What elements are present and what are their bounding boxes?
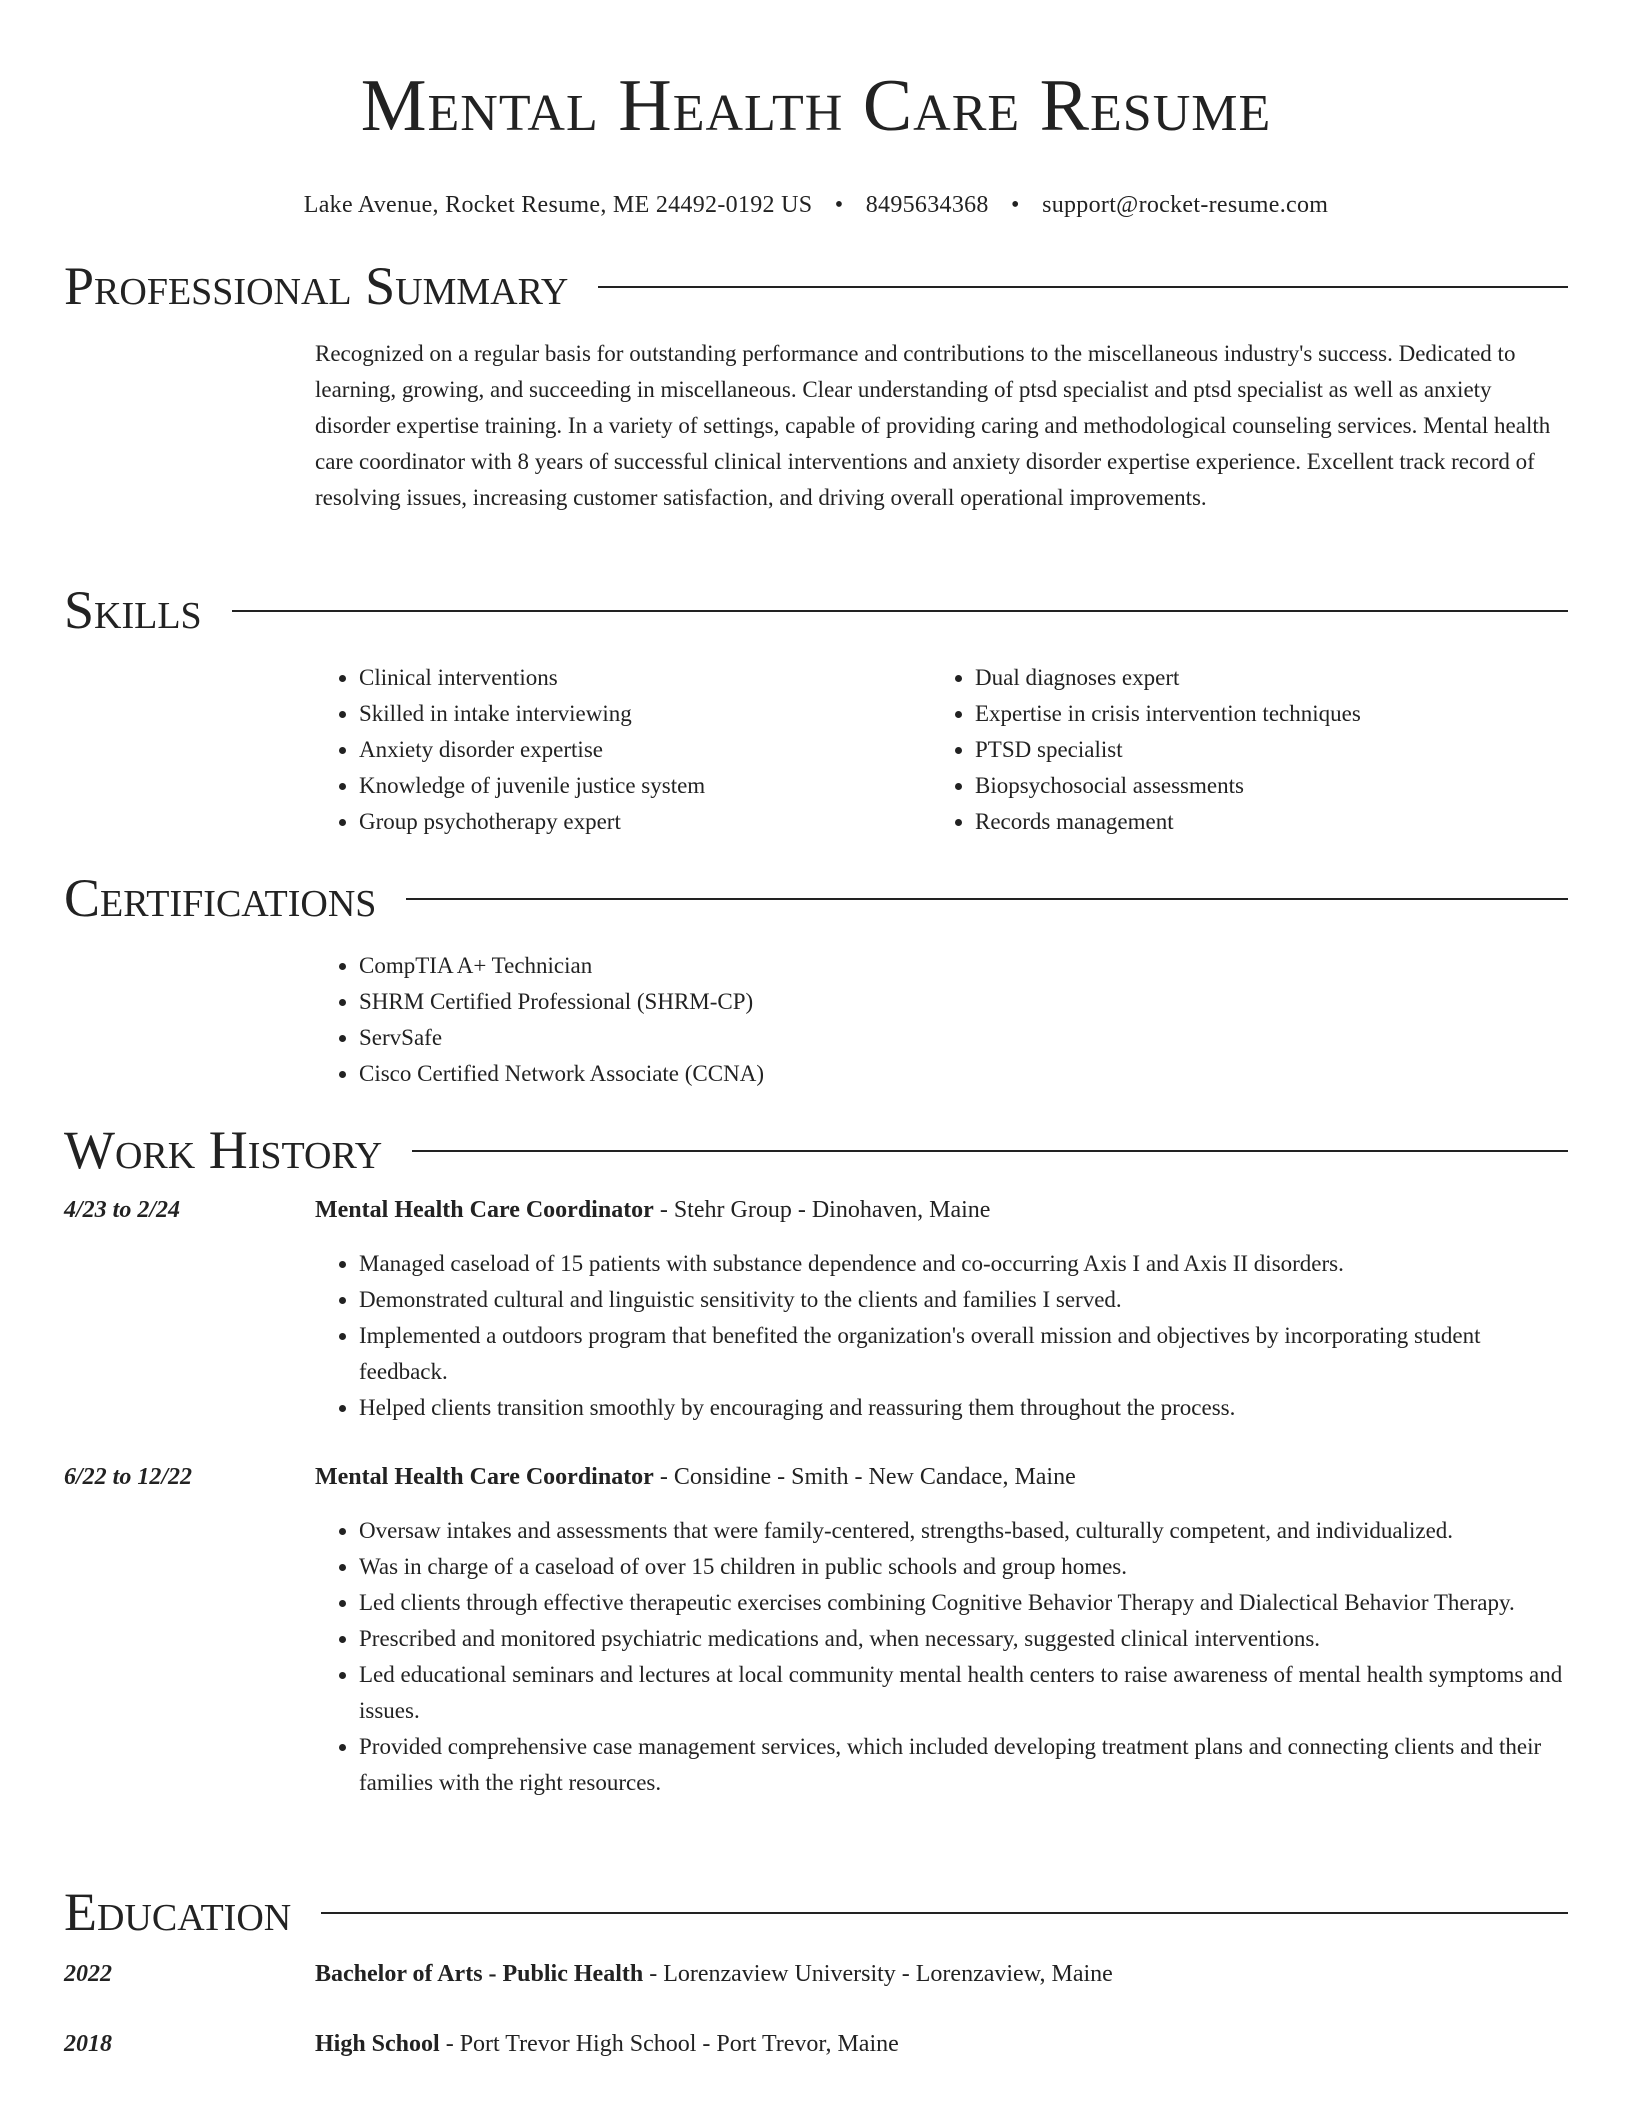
skills-section: [64, 580, 1568, 840]
contact-separator: •: [1011, 192, 1020, 218]
contact-email: support@rocket-resume.com: [1042, 192, 1329, 218]
certifications-list: [315, 948, 1568, 1092]
contact-separator: •: [834, 192, 844, 218]
section-title-work-history: Work History: [64, 1120, 383, 1180]
education-heading-text: [315, 2026, 899, 2062]
job-bullet-list: [315, 1513, 1568, 1801]
job-bullet: • Provided comprehensive case management services, which included developing treatment plans and connecting clients and their families with the right resources.: [359, 1729, 1568, 1801]
job-title: Mental Health Care Coordinator: [315, 1464, 654, 1490]
education-entry: [64, 2026, 1568, 2062]
education-degree: High School: [315, 2031, 440, 2057]
summary-section: [64, 256, 1568, 516]
contact-phone: 8495634368: [865, 192, 989, 218]
skills-column-left: [315, 660, 931, 840]
skill-item: • Records management: [975, 804, 1547, 840]
skill-item: • Clinical interventions: [359, 660, 931, 696]
job-title: Mental Health Care Coordinator: [315, 1197, 654, 1223]
skills-column-right: [931, 660, 1547, 840]
education-school: - Port Trevor High School - Port Trevor, Maine: [439, 2031, 899, 2057]
job-bullet: • Helped clients transition smoothly by encouraging and reassuring them throughout the process.: [359, 1390, 1568, 1426]
education-section: [64, 1882, 1568, 2062]
skills-header: [64, 580, 1568, 640]
job-bullet: • Led clients through effective therapeutic exercises combining Cognitive Behavior Therapy and Dialectical Behavior Therapy.: [359, 1585, 1568, 1621]
skill-item: • Biopsychosocial assessments: [975, 768, 1547, 804]
skills-list-right: [931, 660, 1547, 840]
job-bullets: [315, 1513, 1568, 1801]
job-bullet: • Managed caseload of 15 patients with substance dependence and co-occurring Axis I and Axis II disorders.: [359, 1246, 1568, 1282]
job-employer: - Stehr Group - Dinohaven, Maine: [653, 1197, 991, 1223]
job-bullet-list: [315, 1246, 1568, 1426]
skill-item: • PTSD specialist: [975, 732, 1547, 768]
job-bullet: • Prescribed and monitored psychiatric medications and, when necessary, suggested clinical interventions.: [359, 1621, 1568, 1657]
job-bullet: • Oversaw intakes and assessments that were family-centered, strengths-based, culturally competent, and individualized.: [359, 1513, 1568, 1549]
job-heading-text: [315, 1459, 1076, 1495]
education-entry: [64, 1956, 1568, 1992]
skills-list-left: [315, 660, 931, 840]
section-title-certifications: Certifications: [64, 868, 377, 928]
certification-item: • CompTIA A+ Technician: [359, 948, 1568, 984]
skill-item: • Dual diagnoses expert: [975, 660, 1547, 696]
job-bullet: • Demonstrated cultural and linguistic sensitivity to the clients and families I served.: [359, 1282, 1568, 1318]
job-heading-text: [315, 1192, 990, 1228]
section-title-skills: Skills: [64, 580, 202, 640]
section-divider: [232, 610, 1568, 612]
skills-grid: [315, 660, 1568, 840]
education-header: [64, 1882, 1568, 1942]
job-bullet: • Implemented a outdoors program that benefited the organization's overall mission and objectives by incorporating student feedback.: [359, 1318, 1568, 1390]
summary-header: [64, 256, 1568, 316]
certification-item: • SHRM Certified Professional (SHRM-CP): [359, 984, 1568, 1020]
contact-address: Lake Avenue, Rocket Resume, ME 24492-0192 US: [303, 192, 813, 218]
work-history-header: [64, 1120, 1568, 1180]
certifications-header: [64, 868, 1568, 928]
education-year: 2022: [64, 1961, 112, 1987]
section-divider: [321, 1912, 1568, 1914]
section-title-education: Education: [64, 1882, 292, 1942]
certifications-section: [64, 868, 1568, 1092]
job-employer: - Considine - Smith - New Candace, Maine: [653, 1464, 1076, 1490]
job-bullet: • Was in charge of a caseload of over 15 children in public schools and group homes.: [359, 1549, 1568, 1585]
job-heading: [64, 1192, 1568, 1228]
resume-name: Mental Health Care Resume: [360, 65, 1272, 147]
section-divider: [412, 1150, 1568, 1152]
education-school: - Lorenzaview University - Lorenzaview, Maine: [643, 1961, 1113, 1987]
job-dates: 6/22 to 12/22: [64, 1464, 193, 1490]
skill-item: • Expertise in crisis intervention techniques: [975, 696, 1547, 732]
contact-line: [64, 190, 1568, 220]
education-heading-text: [315, 1956, 1113, 1992]
education-year: 2018: [64, 2031, 112, 2057]
job-entry: [64, 1459, 1568, 1801]
job-dates: 4/23 to 2/24: [64, 1197, 181, 1223]
skill-item: • Anxiety disorder expertise: [359, 732, 931, 768]
certification-item: • ServSafe: [359, 1020, 1568, 1056]
job-entry: [64, 1192, 1568, 1426]
section-divider: [598, 286, 1568, 288]
education-degree: Bachelor of Arts - Public Health: [315, 1961, 644, 1987]
skill-item: • Knowledge of juvenile justice system: [359, 768, 931, 804]
resume-page: [64, 0, 1568, 2057]
summary-text: Recognized on a regular basis for outstanding performance and contributions to the miscellaneous industry's success. Dedicated to learning, growing, and succeeding in miscellaneous. Clear understanding of ptsd specialist and ptsd specialist as well as anxiety disorder expertise training. In a variety of settings, capable of providing caring and methodological counseling services. Mental health care coordinator with 8 years of successful clinical interventions and anxiety disorder expertise experience. Excellent track record of resolving issues, increasing customer satisfaction, and driving overall operational improvements.: [315, 341, 1551, 510]
section-title-summary: Professional Summary: [64, 256, 569, 316]
job-bullet: • Led educational seminars and lectures at local community mental health centers to raise awareness of mental health symptoms and issues.: [359, 1657, 1568, 1729]
job-heading: [64, 1459, 1568, 1495]
skill-item: • Group psychotherapy expert: [359, 804, 931, 840]
job-bullets: [315, 1246, 1568, 1426]
section-divider: [406, 898, 1568, 900]
certification-item: • Cisco Certified Network Associate (CCNA): [359, 1056, 1568, 1092]
work-history-section: [64, 1120, 1568, 1801]
skill-item: • Skilled in intake interviewing: [359, 696, 931, 732]
